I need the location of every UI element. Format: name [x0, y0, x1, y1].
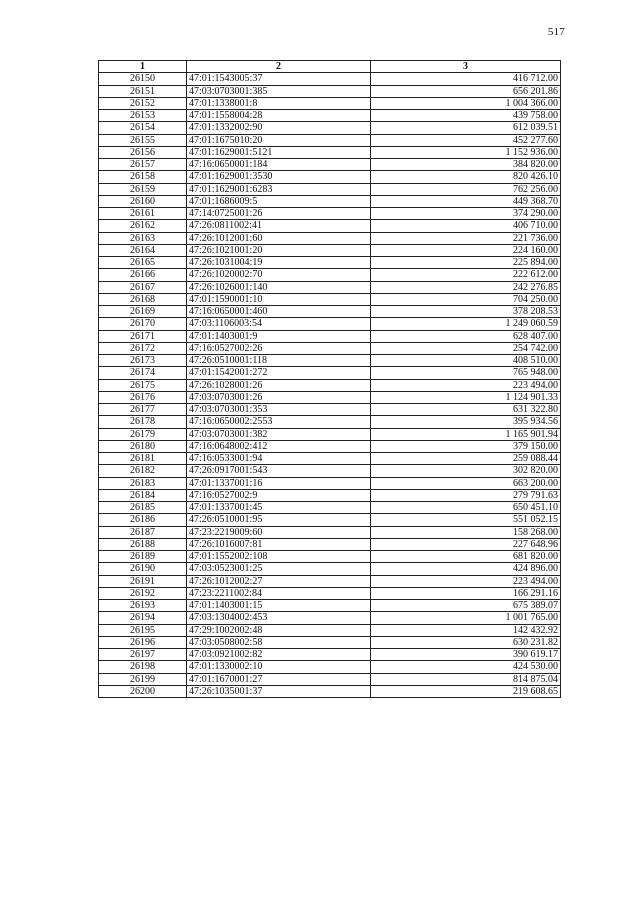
table-row	[99, 477, 561, 489]
amount-cell: 166 291.16	[371, 587, 561, 599]
column-header-3: 3	[371, 61, 561, 73]
row-number-cell: 26162	[99, 220, 187, 232]
cadastral-number-cell: 47:01:1629001:3530	[187, 171, 371, 183]
cadastral-number-cell: 47:29:1002002:48	[187, 624, 371, 636]
row-number-cell: 26198	[99, 661, 187, 673]
row-number-cell: 26178	[99, 416, 187, 428]
row-number-cell: 26196	[99, 636, 187, 648]
amount-cell: 628 407.00	[371, 330, 561, 342]
table-row	[99, 244, 561, 256]
table-row	[99, 232, 561, 244]
cadastral-number-cell: 47:01:1338001:8	[187, 97, 371, 109]
table-row	[99, 685, 561, 697]
cadastral-number-cell: 47:01:1552002:108	[187, 551, 371, 563]
amount-cell: 1 152 936.00	[371, 146, 561, 158]
cadastral-number-cell: 47:26:0917001:543	[187, 465, 371, 477]
row-number-cell: 26187	[99, 526, 187, 538]
cadastral-number-cell: 47:01:1403001:9	[187, 330, 371, 342]
page-number: 517	[547, 26, 565, 38]
amount-cell: 254 742.00	[371, 342, 561, 354]
amount-cell: 630 231.82	[371, 636, 561, 648]
row-number-cell: 26175	[99, 379, 187, 391]
cadastral-number-cell: 47:26:1026001:140	[187, 281, 371, 293]
cadastral-number-cell: 47:01:1629001:5121	[187, 146, 371, 158]
cadastral-number-cell: 47:16:0648002:412	[187, 440, 371, 452]
table-row	[99, 575, 561, 587]
cadastral-number-cell: 47:16:0650001:460	[187, 306, 371, 318]
data-table	[98, 60, 561, 698]
row-number-cell: 26167	[99, 281, 187, 293]
amount-cell: 439 758.00	[371, 110, 561, 122]
row-number-cell: 26158	[99, 171, 187, 183]
row-number-cell: 26183	[99, 477, 187, 489]
cadastral-number-cell: 47:16:0533001:94	[187, 453, 371, 465]
amount-cell: 416 712.00	[371, 73, 561, 85]
table-row	[99, 97, 561, 109]
row-number-cell: 26193	[99, 600, 187, 612]
amount-cell: 452 277.60	[371, 134, 561, 146]
row-number-cell: 26181	[99, 453, 187, 465]
cadastral-number-cell: 47:03:0703001:385	[187, 85, 371, 97]
table-row	[99, 330, 561, 342]
row-number-cell: 26153	[99, 110, 187, 122]
amount-cell: 384 820.00	[371, 159, 561, 171]
table-row	[99, 122, 561, 134]
table-row	[99, 257, 561, 269]
cadastral-number-cell: 47:26:1035001:37	[187, 685, 371, 697]
table-row	[99, 489, 561, 501]
header-row	[99, 61, 561, 73]
amount-cell: 302 820.00	[371, 465, 561, 477]
row-number-cell: 26200	[99, 685, 187, 697]
cadastral-number-cell: 47:26:1020002:70	[187, 269, 371, 281]
amount-cell: 663 200.00	[371, 477, 561, 489]
row-number-cell: 26195	[99, 624, 187, 636]
amount-cell: 1 001 765.00	[371, 612, 561, 624]
cadastral-number-cell: 47:23:2219009:60	[187, 526, 371, 538]
cadastral-number-cell: 47:01:1543005:37	[187, 73, 371, 85]
row-number-cell: 26173	[99, 355, 187, 367]
amount-cell: 424 530.00	[371, 661, 561, 673]
row-number-cell: 26150	[99, 73, 187, 85]
table-row	[99, 195, 561, 207]
table-row	[99, 440, 561, 452]
cadastral-number-cell: 47:01:1629001:6283	[187, 183, 371, 195]
row-number-cell: 26192	[99, 587, 187, 599]
amount-cell: 1 249 060.59	[371, 318, 561, 330]
table-row	[99, 220, 561, 232]
amount-cell: 219 608.65	[371, 685, 561, 697]
cadastral-number-cell: 47:03:0703001:353	[187, 404, 371, 416]
cadastral-number-cell: 47:01:1558004:28	[187, 110, 371, 122]
amount-cell: 224 160.00	[371, 244, 561, 256]
cadastral-number-cell: 47:16:0650001:184	[187, 159, 371, 171]
amount-cell: 424 896.00	[371, 563, 561, 575]
row-number-cell: 26194	[99, 612, 187, 624]
amount-cell: 551 052.15	[371, 514, 561, 526]
row-number-cell: 26176	[99, 391, 187, 403]
table-header	[99, 61, 561, 73]
amount-cell: 1 124 901.33	[371, 391, 561, 403]
cadastral-number-cell: 47:03:0703001:382	[187, 428, 371, 440]
cadastral-number-cell: 47:03:0508002:58	[187, 636, 371, 648]
table-row	[99, 453, 561, 465]
cadastral-number-cell: 47:03:0523001:25	[187, 563, 371, 575]
cadastral-number-cell: 47:26:0510001:118	[187, 355, 371, 367]
cadastral-number-cell: 47:03:1106003:54	[187, 318, 371, 330]
amount-cell: 395 934.56	[371, 416, 561, 428]
table-row	[99, 306, 561, 318]
cadastral-number-cell: 47:26:0811002:41	[187, 220, 371, 232]
amount-cell: 681 820.00	[371, 551, 561, 563]
table-row	[99, 146, 561, 158]
row-number-cell: 26171	[99, 330, 187, 342]
amount-cell: 1 165 901.94	[371, 428, 561, 440]
cadastral-number-cell: 47:01:1337001:45	[187, 502, 371, 514]
amount-cell: 221 736.00	[371, 232, 561, 244]
row-number-cell: 26168	[99, 293, 187, 305]
row-number-cell: 26151	[99, 85, 187, 97]
cadastral-number-cell: 47:01:1332002:90	[187, 122, 371, 134]
amount-cell: 279 791.63	[371, 489, 561, 501]
amount-cell: 374 290.00	[371, 208, 561, 220]
amount-cell: 612 039.51	[371, 122, 561, 134]
row-number-cell: 26159	[99, 183, 187, 195]
table-row	[99, 551, 561, 563]
row-number-cell: 26182	[99, 465, 187, 477]
amount-cell: 142 432.92	[371, 624, 561, 636]
row-number-cell: 26184	[99, 489, 187, 501]
table-row	[99, 502, 561, 514]
row-number-cell: 26188	[99, 538, 187, 550]
row-number-cell: 26156	[99, 146, 187, 158]
table-row	[99, 159, 561, 171]
amount-cell: 650 451.10	[371, 502, 561, 514]
amount-cell: 223 494.00	[371, 575, 561, 587]
row-number-cell: 26177	[99, 404, 187, 416]
row-number-cell: 26157	[99, 159, 187, 171]
table-row	[99, 636, 561, 648]
table-row	[99, 110, 561, 122]
cadastral-number-cell: 47:23:2211002:84	[187, 587, 371, 599]
row-number-cell: 26185	[99, 502, 187, 514]
table-row	[99, 600, 561, 612]
cadastral-number-cell: 47:01:1686009:5	[187, 195, 371, 207]
table-row	[99, 526, 561, 538]
table-row	[99, 342, 561, 354]
amount-cell: 390 619.17	[371, 649, 561, 661]
amount-cell: 227 648.96	[371, 538, 561, 550]
table-body	[99, 73, 561, 698]
cadastral-number-cell: 47:26:1028001:26	[187, 379, 371, 391]
row-number-cell: 26197	[99, 649, 187, 661]
table-row	[99, 587, 561, 599]
cadastral-number-cell: 47:14:0725001:26	[187, 208, 371, 220]
row-number-cell: 26190	[99, 563, 187, 575]
amount-cell: 259 088.44	[371, 453, 561, 465]
row-number-cell: 26172	[99, 342, 187, 354]
amount-cell: 223 494.00	[371, 379, 561, 391]
amount-cell: 631 322.80	[371, 404, 561, 416]
row-number-cell: 26155	[99, 134, 187, 146]
table-row	[99, 318, 561, 330]
table-row	[99, 379, 561, 391]
column-header-2: 2	[187, 61, 371, 73]
amount-cell: 406 710.00	[371, 220, 561, 232]
cadastral-number-cell: 47:01:1675010:20	[187, 134, 371, 146]
amount-cell: 379 150.00	[371, 440, 561, 452]
row-number-cell: 26165	[99, 257, 187, 269]
table-row	[99, 85, 561, 97]
row-number-cell: 26161	[99, 208, 187, 220]
row-number-cell: 26163	[99, 232, 187, 244]
table-row	[99, 391, 561, 403]
cadastral-number-cell: 47:26:1021001:20	[187, 244, 371, 256]
amount-cell: 814 875.04	[371, 673, 561, 685]
cadastral-number-cell: 47:26:1012002:27	[187, 575, 371, 587]
table-row	[99, 612, 561, 624]
table-row	[99, 183, 561, 195]
table-row	[99, 661, 561, 673]
cadastral-number-cell: 47:26:1012001:60	[187, 232, 371, 244]
amount-cell: 820 426.10	[371, 171, 561, 183]
cadastral-number-cell: 47:01:1403001:15	[187, 600, 371, 612]
row-number-cell: 26189	[99, 551, 187, 563]
cadastral-number-cell: 47:01:1542001:272	[187, 367, 371, 379]
cadastral-number-cell: 47:03:1304002:453	[187, 612, 371, 624]
cadastral-number-cell: 47:26:1031004:19	[187, 257, 371, 269]
row-number-cell: 26191	[99, 575, 187, 587]
table-row	[99, 208, 561, 220]
row-number-cell: 26164	[99, 244, 187, 256]
cadastral-number-cell: 47:01:1590001:10	[187, 293, 371, 305]
amount-cell: 242 276.85	[371, 281, 561, 293]
table-row	[99, 404, 561, 416]
amount-cell: 222 612.00	[371, 269, 561, 281]
amount-cell: 656 201.86	[371, 85, 561, 97]
amount-cell: 225 894.00	[371, 257, 561, 269]
cadastral-number-cell: 47:03:0703001:26	[187, 391, 371, 403]
table-row	[99, 281, 561, 293]
row-number-cell: 26160	[99, 195, 187, 207]
row-number-cell: 26154	[99, 122, 187, 134]
cadastral-number-cell: 47:26:1016007:81	[187, 538, 371, 550]
table-row	[99, 673, 561, 685]
column-header-1: 1	[99, 61, 187, 73]
cadastral-number-cell: 47:26:0510001:95	[187, 514, 371, 526]
row-number-cell: 26169	[99, 306, 187, 318]
row-number-cell: 26186	[99, 514, 187, 526]
amount-cell: 158 268.00	[371, 526, 561, 538]
amount-cell: 762 256.00	[371, 183, 561, 195]
amount-cell: 449 368.70	[371, 195, 561, 207]
amount-cell: 675 389.07	[371, 600, 561, 612]
cadastral-number-cell: 47:16:0527002:26	[187, 342, 371, 354]
row-number-cell: 26152	[99, 97, 187, 109]
table-row	[99, 73, 561, 85]
cadastral-number-cell: 47:16:0650002:2553	[187, 416, 371, 428]
cadastral-number-cell: 47:16:0527002:9	[187, 489, 371, 501]
table-row	[99, 514, 561, 526]
table-row	[99, 355, 561, 367]
amount-cell: 378 208.53	[371, 306, 561, 318]
cadastral-number-cell: 47:01:1670001:27	[187, 673, 371, 685]
table-row	[99, 465, 561, 477]
table-row	[99, 293, 561, 305]
cadastral-number-cell: 47:01:1337001:16	[187, 477, 371, 489]
row-number-cell: 26166	[99, 269, 187, 281]
table-row	[99, 538, 561, 550]
row-number-cell: 26180	[99, 440, 187, 452]
row-number-cell: 26199	[99, 673, 187, 685]
amount-cell: 704 250.00	[371, 293, 561, 305]
table-row	[99, 624, 561, 636]
table-row	[99, 428, 561, 440]
row-number-cell: 26174	[99, 367, 187, 379]
table-row	[99, 416, 561, 428]
cadastral-number-cell: 47:01:1330002:10	[187, 661, 371, 673]
table-row	[99, 367, 561, 379]
table-row	[99, 649, 561, 661]
amount-cell: 765 948.00	[371, 367, 561, 379]
row-number-cell: 26170	[99, 318, 187, 330]
amount-cell: 408 510.00	[371, 355, 561, 367]
row-number-cell: 26179	[99, 428, 187, 440]
table-row	[99, 563, 561, 575]
cadastral-number-cell: 47:03:0921002:82	[187, 649, 371, 661]
table-row	[99, 171, 561, 183]
table-row	[99, 134, 561, 146]
amount-cell: 1 004 366.00	[371, 97, 561, 109]
table-row	[99, 269, 561, 281]
